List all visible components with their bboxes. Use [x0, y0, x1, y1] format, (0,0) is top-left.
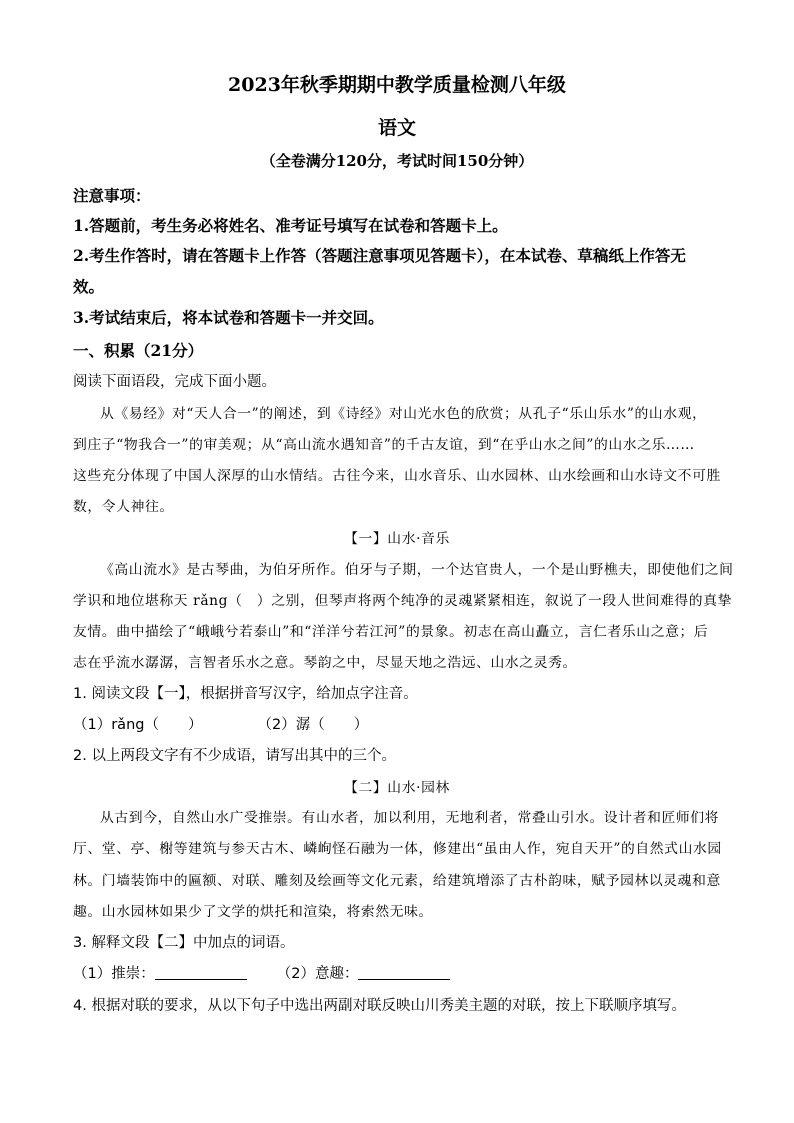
- note-item-3: 3.考试结束后，将本试卷和答题卡一并交回。: [73, 308, 384, 327]
- part2-line: 林。门墙装饰中的匾额、对联、雕刻及绘画等文化元素，给建筑增添了古朴韵味，赋予园林以灵魂和意: [73, 873, 721, 889]
- part2-heading: 【二】山水·园林: [344, 780, 450, 796]
- part2-line: 厅、堂、亭、榭等建筑与参天古木、嶙峋怪石融为一体，修建出“虽由人作，宛自天开”的自然式山水园: [73, 841, 722, 857]
- question-2: 2. 以上两段文字有不少成语，请写出其中的三个。: [73, 748, 396, 764]
- part1-line: 友情。曲中描绘了“峨峨兮若泰山”和“洋洋兮若江河”的景象。初志在高山矗立，言仁者乐山之意；后: [73, 624, 709, 640]
- q3-label-2: （2）意趣：: [276, 966, 359, 982]
- intro-line: 这些充分体现了中国人深厚的山水情结。古往今来，山水音乐、山水园林、山水绘画和山水诗文不可胜: [73, 468, 721, 484]
- q3-label-1: （1）推崇：: [73, 966, 155, 982]
- notes-heading: 注意事项：: [73, 186, 151, 205]
- subject-title: 语文: [377, 117, 416, 139]
- question-4: 4. 根据对联的要求，从以下句子中选出两副对联反映山川秀美主题的对联，按上下联顺序填写。: [73, 998, 686, 1014]
- intro-line: 到庄子“物我合一”的审美观；从“高山流水遇知音”的千古友谊，到“在乎山水之间”的山水之乐……: [73, 437, 695, 453]
- q1-blank-1[interactable]: （1）rǎng（ ）: [73, 717, 203, 733]
- part1-line: 《高山流水》是古琴曲，为伯牙所作。伯牙与子期，一个达官贵人，一个是山野樵夫，即使他们之间: [100, 562, 734, 578]
- scoring-info: （全卷满分120分，考试时间150分钟）: [260, 152, 534, 170]
- note-item-2-cont: 效。: [73, 277, 105, 296]
- section-heading: 一、积累（21分）: [73, 341, 204, 360]
- note-item-2: 2.考生作答时，请在答题卡上作答（答题注意事项见答题卡），在本试卷、草稿纸上作答无: [73, 246, 686, 265]
- part1-heading: 【一】山水·音乐: [344, 531, 450, 547]
- question-1-blanks: [73, 713, 368, 734]
- question-3-blanks: [73, 962, 450, 983]
- reading-instruction: 阅读下面语段，完成下面小题。: [73, 374, 276, 390]
- q3-answer-line-1[interactable]: [155, 965, 247, 980]
- part2-line: 趣。山水园林如果少了文学的烘托和渲染，将索然无味。: [73, 904, 433, 920]
- intro-line: 从《易经》对“天人合一”的阐述，到《诗经》对山光水色的欣赏；从孔子“乐山乐水”的山水观，: [100, 406, 707, 422]
- part1-line: 学识和地位堪称天 rǎng（ ）之别，但琴声将两个纯净的灵魂紧紧相连，叙说了一段人世间难得的真挚: [73, 593, 732, 609]
- exam-title: 2023年秋季期期中教学质量检测八年级: [228, 74, 566, 96]
- note-item-1: 1.答题前，考生务必将姓名、准考证号填写在试卷和答题卡上。: [73, 216, 508, 235]
- q3-answer-line-2[interactable]: [358, 965, 450, 980]
- intro-line: 数，令人神往。: [73, 499, 174, 515]
- question-1: 1. 阅读文段【一】，根据拼音写汉字，给加点字注音。: [73, 686, 418, 702]
- question-3: 3. 解释文段【二】中加点的词语。: [73, 935, 295, 951]
- part1-line: 志在乎流水潺潺，言智者乐水之意。琴韵之中，尽显天地之浩远、山水之灵秀。: [73, 655, 577, 671]
- part2-line: 从古到今，自然山水广受推崇。有山水者，加以利用，无地利者，常叠山引水。设计者和匠师们将: [100, 810, 720, 826]
- q1-blank-2[interactable]: （2）潺（ ）: [257, 717, 369, 733]
